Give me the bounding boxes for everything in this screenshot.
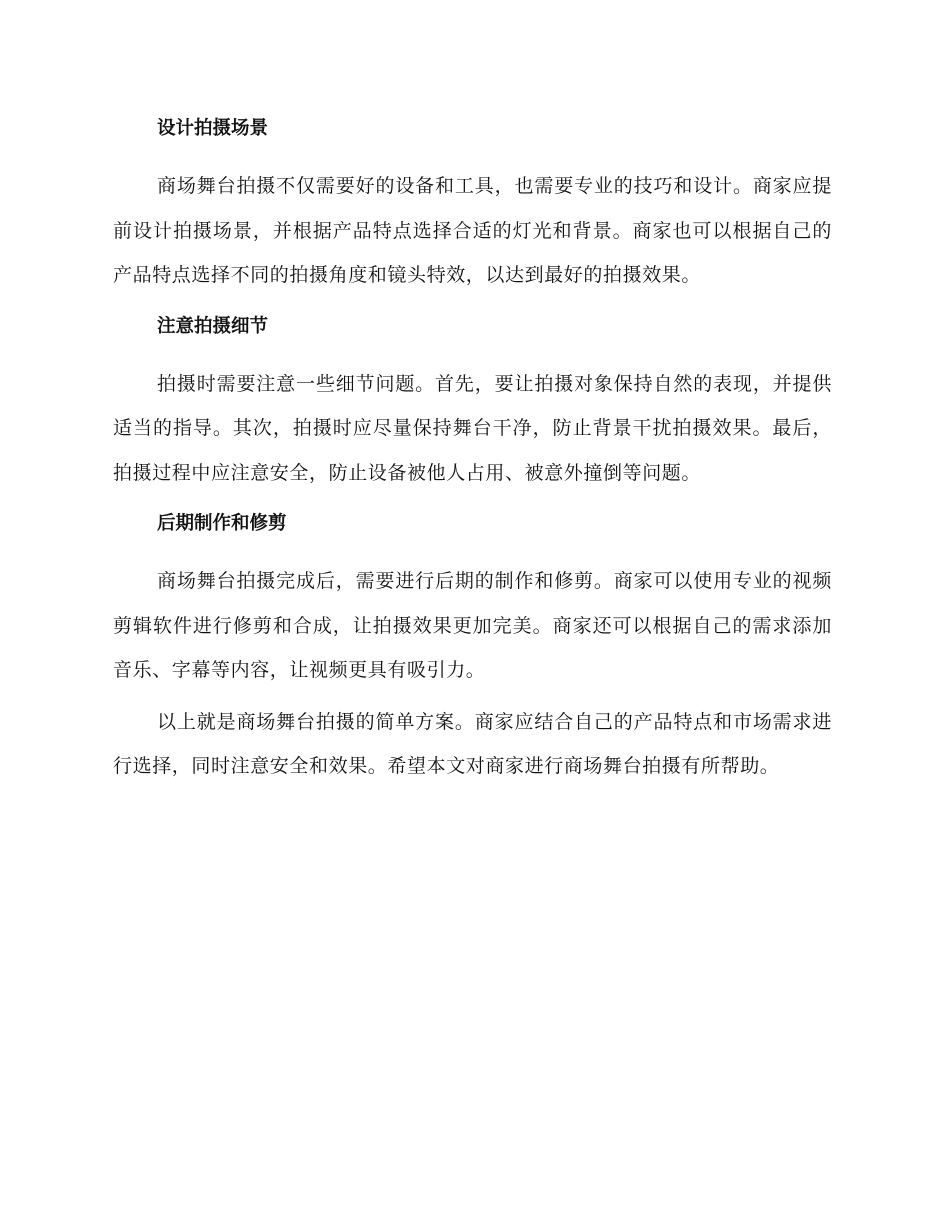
spacer xyxy=(113,151,832,164)
spacer xyxy=(113,546,832,559)
conclusion-paragraph: 以上就是商场舞台拍摄的简单方案。商家应结合自己的产品特点和市场需求进行选择，同时注意安全和效果。希望本文对商家进行商场舞台拍摄有所帮助。 xyxy=(113,710,832,777)
spacer xyxy=(113,495,832,502)
section-paragraph-shooting-details: 拍摄时需要注意一些细节问题。首先，要让拍摄对象保持自然的表现，并提供适当的指导。其次，拍摄时应尽量保持舞台干净，防止背景干扰拍摄效果。最后，拍摄过程中应注意安全，防止设备被他人占用、被意外撞倒等问题。 xyxy=(113,372,832,484)
section-heading-design-scene: 设计拍摄场景 xyxy=(157,118,269,139)
spacer xyxy=(113,298,832,305)
spacer xyxy=(113,693,832,700)
document-body xyxy=(113,107,832,789)
section-heading-shooting-details: 注意拍摄细节 xyxy=(157,315,269,337)
spacer xyxy=(113,349,832,362)
section-paragraph-design-scene: 商场舞台拍摄不仅需要好的设备和工具，也需要专业的技巧和设计。商家应提前设计拍摄场景，并根据产品特点选择合适的灯光和背景。商家也可以根据自己的产品特点选择不同的拍摄角度和镜头特效，以达到最好的拍摄效果。 xyxy=(113,175,832,286)
section-heading-post-production: 后期制作和修剪 xyxy=(157,513,287,534)
section-paragraph-post-production: 商场舞台拍摄完成后，需要进行后期的制作和修剪。商家可以使用专业的视频剪辑软件进行修剪和合成，让拍摄效果更加完美。商家还可以根据自己的需求添加音乐、字幕等内容，让视频更具有吸引力。 xyxy=(113,570,832,681)
